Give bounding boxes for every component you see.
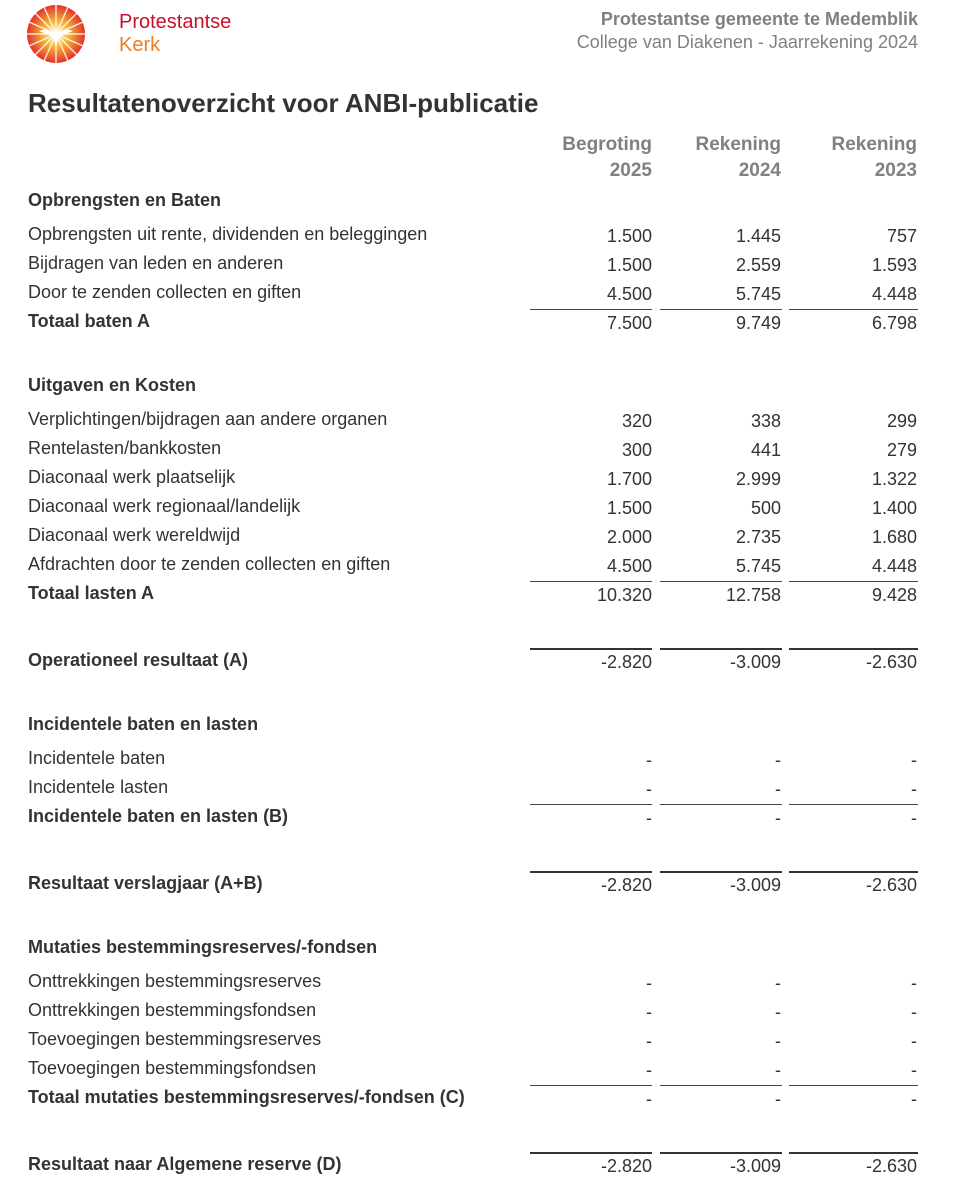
row-label: Bijdragen van leden en anderen: [28, 253, 284, 273]
subtotal-divider: [789, 1085, 918, 1086]
page-title: Resultatenoverzicht voor ANBI-publicatie: [28, 88, 539, 118]
logo-line-1: Protestantse: [119, 11, 232, 33]
table-row: [0, 777, 959, 806]
subtotal-divider: [789, 309, 918, 310]
table-row: [0, 253, 959, 282]
value-rekening-2024: -: [775, 973, 781, 993]
value-begroting-2025: 4.500: [606, 284, 652, 304]
header-organisation: Protestantse gemeente te Medemblik: [600, 9, 918, 29]
row-label: Verplichtingen/bijdragen aan andere organen: [28, 409, 388, 429]
row-label: Incidentele baten en lasten (B): [28, 806, 289, 826]
column-header-line2: 2023: [874, 160, 917, 181]
value-rekening-2024: -: [775, 808, 781, 828]
value-rekening-2024: 2.999: [735, 469, 781, 489]
section-heading-baten: [0, 190, 959, 219]
row-label: Door te zenden collecten en giften: [28, 282, 302, 302]
total-row-incidenteel: [0, 806, 959, 835]
value-rekening-2023: 6.798: [871, 313, 917, 333]
column-header-line2: 2025: [609, 160, 652, 181]
section-heading-label: Incidentele baten en lasten: [28, 714, 259, 734]
value-rekening-2023: -2.630: [865, 1156, 917, 1176]
value-rekening-2023: 4.448: [871, 556, 917, 576]
protestantse-kerk-dove-sun-icon: [25, 3, 87, 65]
row-label: Totaal baten A: [28, 311, 151, 331]
value-begroting-2025: 4.500: [606, 556, 652, 576]
value-rekening-2023: -: [911, 973, 917, 993]
value-begroting-2025: 7.500: [606, 313, 652, 333]
value-rekening-2024: -3.009: [729, 875, 781, 895]
column-header-line1: Rekening: [695, 134, 781, 155]
table-row: [0, 748, 959, 777]
table-row: [0, 1000, 959, 1029]
total-row-baten: [0, 311, 959, 340]
value-begroting-2025: -2.820: [600, 652, 652, 672]
value-begroting-2025: 1.500: [606, 226, 652, 246]
section-heading-lasten: [0, 375, 959, 404]
column-header-line1: Begroting: [562, 134, 652, 155]
table-row: [0, 438, 959, 467]
row-label: Resultaat naar Algemene reserve (D): [28, 1154, 342, 1174]
subtotal-divider: [530, 581, 652, 582]
value-rekening-2023: 1.400: [871, 498, 917, 518]
subtotal-divider: [660, 1085, 782, 1086]
value-rekening-2024: -: [775, 1031, 781, 1051]
value-begroting-2025: -: [646, 1089, 652, 1109]
value-begroting-2025: -: [646, 1060, 652, 1080]
value-begroting-2025: 320: [621, 411, 652, 431]
subtotal-divider: [530, 309, 652, 310]
value-rekening-2024: -: [775, 1060, 781, 1080]
value-rekening-2023: -: [911, 750, 917, 770]
value-rekening-2023: 1.680: [871, 527, 917, 547]
value-begroting-2025: -2.820: [600, 875, 652, 895]
table-row: [0, 525, 959, 554]
logo-wordmark: [119, 11, 231, 57]
value-begroting-2025: -: [646, 750, 652, 770]
logo-line-2: Kerk: [119, 34, 161, 56]
section-heading-label: Opbrengsten en Baten: [28, 190, 222, 210]
total-row-mutaties: [0, 1087, 959, 1116]
section-heading-mutaties: [0, 937, 959, 966]
subtotal-divider: [660, 581, 782, 582]
subtotal-divider: [660, 309, 782, 310]
result-row-verslagjaar: [0, 873, 959, 902]
table-row: [0, 224, 959, 253]
table-row: [0, 554, 959, 583]
value-rekening-2023: 1.322: [871, 469, 917, 489]
value-rekening-2024: 9.749: [735, 313, 781, 333]
result-row-operationeel: [0, 650, 959, 679]
column-header-rekening-2023: [831, 132, 917, 184]
column-header-begroting-2025: [562, 132, 652, 184]
value-rekening-2023: -: [911, 1089, 917, 1109]
row-label: Onttrekkingen bestemmingsfondsen: [28, 1000, 317, 1020]
subtotal-divider: [789, 804, 918, 805]
value-rekening-2023: -2.630: [865, 652, 917, 672]
value-begroting-2025: 1.500: [606, 498, 652, 518]
value-rekening-2024: -: [775, 779, 781, 799]
value-begroting-2025: 300: [621, 440, 652, 460]
row-label: Diaconaal werk wereldwijd: [28, 525, 241, 545]
value-begroting-2025: -: [646, 808, 652, 828]
column-header-rekening-2024: [695, 132, 781, 184]
row-label: Opbrengsten uit rente, dividenden en beleggingen: [28, 224, 428, 244]
value-rekening-2024: 1.445: [735, 226, 781, 246]
value-rekening-2023: 757: [886, 226, 917, 246]
value-rekening-2023: -: [911, 1060, 917, 1080]
row-label: Diaconaal werk plaatselijk: [28, 467, 236, 487]
row-label: Totaal mutaties bestemmingsreserves/-fondsen (C): [28, 1087, 465, 1107]
section-heading-label: Mutaties bestemmingsreserves/-fondsen: [28, 937, 378, 957]
value-begroting-2025: 1.500: [606, 255, 652, 275]
value-rekening-2024: 2.559: [735, 255, 781, 275]
table-row: [0, 496, 959, 525]
value-rekening-2023: 9.428: [871, 585, 917, 605]
value-rekening-2023: 299: [886, 411, 917, 431]
value-begroting-2025: -: [646, 1002, 652, 1022]
value-begroting-2025: -2.820: [600, 1156, 652, 1176]
value-rekening-2024: -: [775, 1002, 781, 1022]
value-rekening-2024: 5.745: [735, 556, 781, 576]
row-label: Rentelasten/bankkosten: [28, 438, 222, 458]
total-row-lasten: [0, 583, 959, 612]
table-row: [0, 1029, 959, 1058]
value-begroting-2025: 1.700: [606, 469, 652, 489]
value-rekening-2024: -: [775, 750, 781, 770]
value-rekening-2024: 12.758: [725, 585, 781, 605]
subtotal-divider: [660, 804, 782, 805]
value-rekening-2023: -: [911, 808, 917, 828]
table-row: [0, 282, 959, 311]
subtotal-divider: [789, 581, 918, 582]
table-row: [0, 1058, 959, 1087]
value-begroting-2025: 2.000: [606, 527, 652, 547]
value-rekening-2024: 5.745: [735, 284, 781, 304]
row-label: Diaconaal werk regionaal/landelijk: [28, 496, 301, 516]
section-heading-incidenteel: [0, 714, 959, 743]
value-begroting-2025: -: [646, 1031, 652, 1051]
value-begroting-2025: -: [646, 779, 652, 799]
row-label: Operationeel resultaat (A): [28, 650, 249, 670]
value-rekening-2023: -: [911, 1002, 917, 1022]
subtotal-divider: [530, 804, 652, 805]
value-rekening-2023: 279: [886, 440, 917, 460]
header-subtitle: College van Diakenen - Jaarrekening 2024: [576, 32, 918, 52]
row-label: Onttrekkingen bestemmingsreserves: [28, 971, 322, 991]
value-rekening-2024: 441: [750, 440, 781, 460]
value-begroting-2025: 10.320: [596, 585, 652, 605]
value-rekening-2024: 338: [750, 411, 781, 431]
subtotal-divider: [530, 1085, 652, 1086]
value-rekening-2023: 1.593: [871, 255, 917, 275]
column-header-line1: Rekening: [831, 134, 917, 155]
row-label: Incidentele baten: [28, 748, 166, 768]
column-header-line2: 2024: [738, 160, 781, 181]
value-rekening-2024: -3.009: [729, 1156, 781, 1176]
value-rekening-2024: 500: [750, 498, 781, 518]
row-label: Afdrachten door te zenden collecten en giften: [28, 554, 391, 574]
logo: [25, 3, 245, 65]
row-label: Resultaat verslagjaar (A+B): [28, 873, 263, 893]
row-label: Toevoegingen bestemmingsfondsen: [28, 1058, 317, 1078]
table-row: [0, 409, 959, 438]
result-row-algemene-reserve: [0, 1154, 959, 1183]
table-row: [0, 467, 959, 496]
table-row: [0, 971, 959, 1000]
value-rekening-2023: -2.630: [865, 875, 917, 895]
row-label: Toevoegingen bestemmingsreserves: [28, 1029, 322, 1049]
row-label: Totaal lasten A: [28, 583, 155, 603]
value-rekening-2024: -: [775, 1089, 781, 1109]
value-rekening-2024: -3.009: [729, 652, 781, 672]
value-begroting-2025: -: [646, 973, 652, 993]
value-rekening-2023: 4.448: [871, 284, 917, 304]
row-label: Incidentele lasten: [28, 777, 169, 797]
value-rekening-2023: -: [911, 779, 917, 799]
value-rekening-2024: 2.735: [735, 527, 781, 547]
value-rekening-2023: -: [911, 1031, 917, 1051]
section-heading-label: Uitgaven en Kosten: [28, 375, 197, 395]
